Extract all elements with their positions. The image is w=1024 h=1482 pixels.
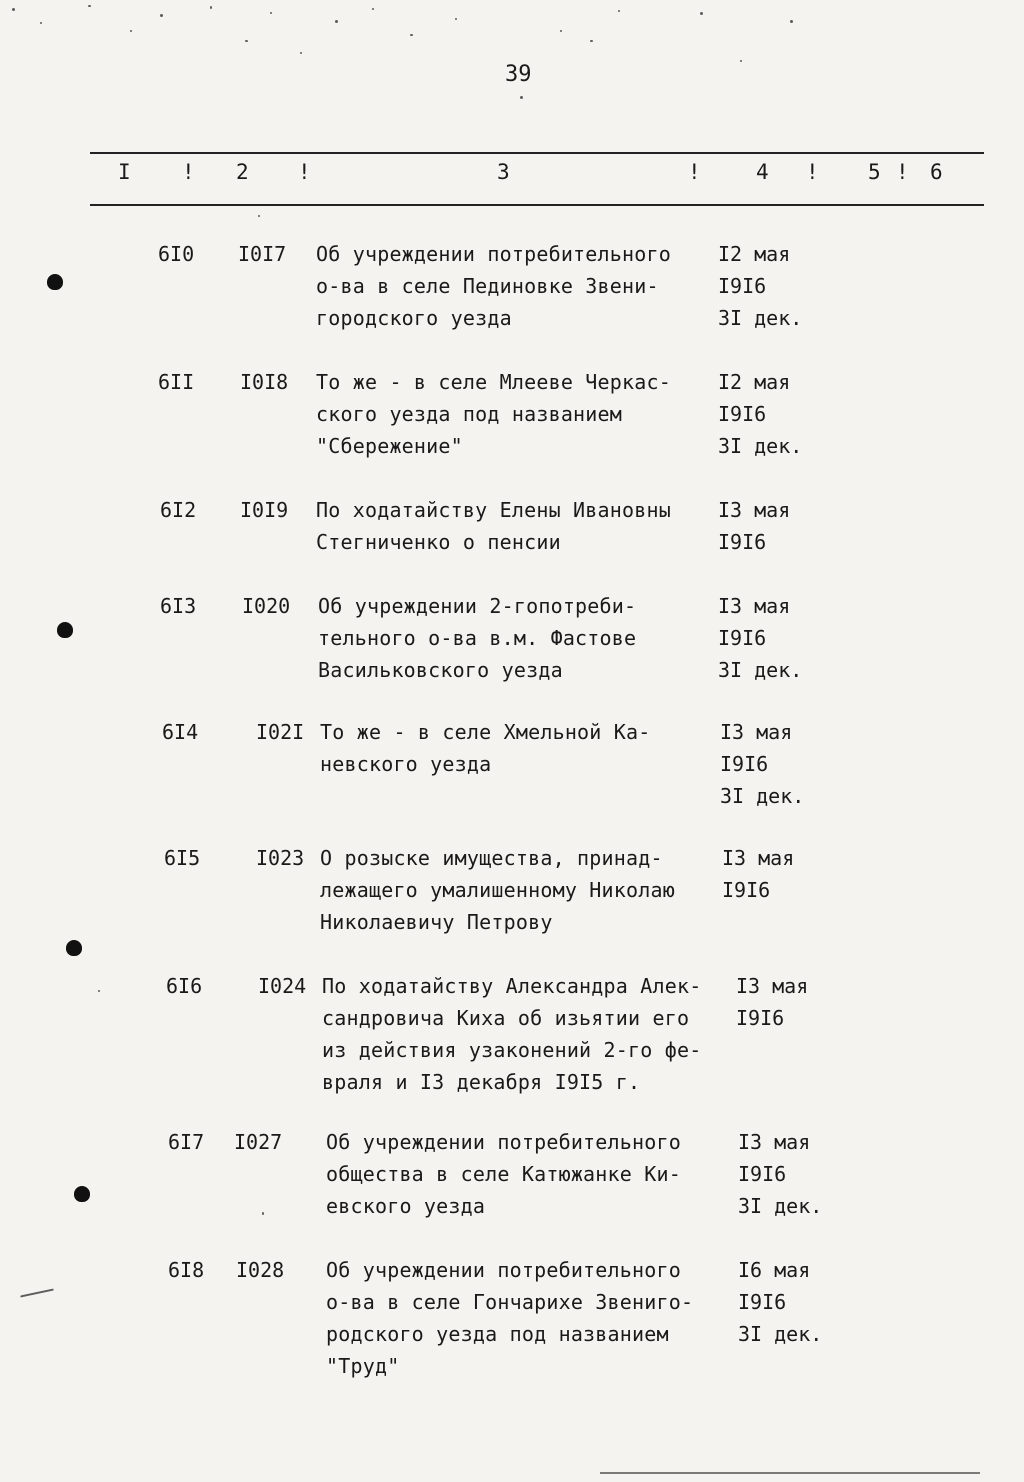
item-description-line: невского уезда	[320, 752, 492, 776]
column-header: 5	[868, 160, 881, 184]
file-number: I020	[242, 594, 291, 618]
item-date-line: 3I дек.	[718, 658, 803, 682]
item-number: 6I6	[166, 974, 203, 998]
item-description-line: лежащего умалишенному Николаю	[320, 878, 675, 902]
file-number: I0I9	[240, 498, 289, 522]
item-number: 6I3	[160, 594, 197, 618]
file-number: I0I7	[238, 242, 287, 266]
item-date-line: I9I6	[718, 402, 767, 426]
page-number: 39	[505, 62, 532, 87]
item-description-line: То же - в селе Млееве Черкас-	[316, 370, 671, 394]
item-date-line: 3I дек.	[720, 784, 805, 808]
item-date-line: 3I дек.	[718, 434, 803, 458]
header-top-rule	[90, 152, 984, 154]
item-number: 6I8	[168, 1258, 205, 1282]
item-description-line: ского уезда под названием	[316, 402, 623, 426]
item-date-line: I9I6	[738, 1290, 787, 1314]
file-number: I027	[234, 1130, 283, 1154]
item-date-line: I6 мая	[738, 1258, 811, 1282]
column-header: 4	[756, 160, 769, 184]
item-description-line: евского уезда	[326, 1194, 486, 1218]
item-date-line: I3 мая	[720, 720, 793, 744]
item-description-line: о-ва в селе Гончарихе Звениго-	[326, 1290, 694, 1314]
item-date-line: I9I6	[722, 878, 771, 902]
item-description-line: родского уезда под названием	[326, 1322, 669, 1346]
item-date-line: I9I6	[720, 752, 769, 776]
item-date-line: I9I6	[718, 626, 767, 650]
item-date-line: I2 мая	[718, 370, 791, 394]
item-description-line: "Труд"	[326, 1354, 400, 1378]
column-separator: !	[182, 160, 195, 184]
item-date-line: I3 мая	[722, 846, 795, 870]
file-number: I0I8	[240, 370, 289, 394]
item-description-line: По ходатайству Александра Алек-	[322, 974, 702, 998]
item-date-line: I9I6	[738, 1162, 787, 1186]
item-date-line: I3 мая	[738, 1130, 811, 1154]
item-description-line: общества в селе Катюжанке Ки-	[326, 1162, 681, 1186]
item-date-line: I3 мая	[736, 974, 809, 998]
header-bottom-rule	[90, 204, 984, 206]
column-separator: !	[688, 160, 701, 184]
item-date-line: I3 мая	[718, 594, 791, 618]
item-description-line: Об учреждении потребительного	[316, 242, 671, 266]
hole-punch-mark	[74, 1186, 90, 1202]
item-description-line: Об учреждении 2-гопотреби-	[318, 594, 637, 618]
item-date-line: I3 мая	[718, 498, 791, 522]
item-number: 6II	[158, 370, 195, 394]
column-separator: !	[806, 160, 819, 184]
item-number: 6I2	[160, 498, 197, 522]
item-number: 6I0	[158, 242, 195, 266]
item-date-line: I9I6	[736, 1006, 785, 1030]
item-date-line: I9I6	[718, 530, 767, 554]
file-number: I023	[256, 846, 305, 870]
item-date-line: 3I дек.	[738, 1322, 823, 1346]
item-description-line: о-ва в селе Пединовке Звени-	[316, 274, 659, 298]
item-description-line: Стегниченко о пенсии	[316, 530, 561, 554]
item-date-line: I2 мая	[718, 242, 791, 266]
item-number: 6I5	[164, 846, 201, 870]
item-description-line: Об учреждении потребительного	[326, 1258, 681, 1282]
item-description-line: городского уезда	[316, 306, 512, 330]
item-date-line: 3I дек.	[738, 1194, 823, 1218]
column-header: 6	[930, 160, 943, 184]
item-description-line: "Сбережение"	[316, 434, 463, 458]
column-header: 3	[497, 160, 510, 184]
hole-punch-mark	[47, 274, 63, 290]
file-number: I028	[236, 1258, 285, 1282]
item-description-line: сандровича Киха об изьятии его	[322, 1006, 690, 1030]
item-description-line: тельного о-ва в.м. Фастове	[318, 626, 637, 650]
item-date-line: I9I6	[718, 274, 767, 298]
file-number: I02I	[256, 720, 305, 744]
item-description-line: То же - в селе Хмельной Ка-	[320, 720, 651, 744]
hole-punch-mark	[66, 940, 82, 956]
column-header: 2	[236, 160, 249, 184]
item-description-line: По ходатайству Елены Ивановны	[316, 498, 671, 522]
item-number: 6I7	[168, 1130, 205, 1154]
item-description-line: Об учреждении потребительного	[326, 1130, 681, 1154]
column-header: I	[118, 160, 131, 184]
item-description-line: из действия узаконений 2-го фе-	[322, 1038, 702, 1062]
hole-punch-mark	[57, 622, 73, 638]
item-number: 6I4	[162, 720, 199, 744]
item-date-line: 3I дек.	[718, 306, 803, 330]
item-description-line: О розыске имущества, принад-	[320, 846, 663, 870]
item-description-line: Николаевичу Петрову	[320, 910, 553, 934]
column-separator: !	[298, 160, 311, 184]
item-description-line: враля и I3 декабря I9I5 г.	[322, 1070, 641, 1094]
item-description-line: Васильковского уезда	[318, 658, 563, 682]
file-number: I024	[258, 974, 307, 998]
column-separator: !	[896, 160, 909, 184]
